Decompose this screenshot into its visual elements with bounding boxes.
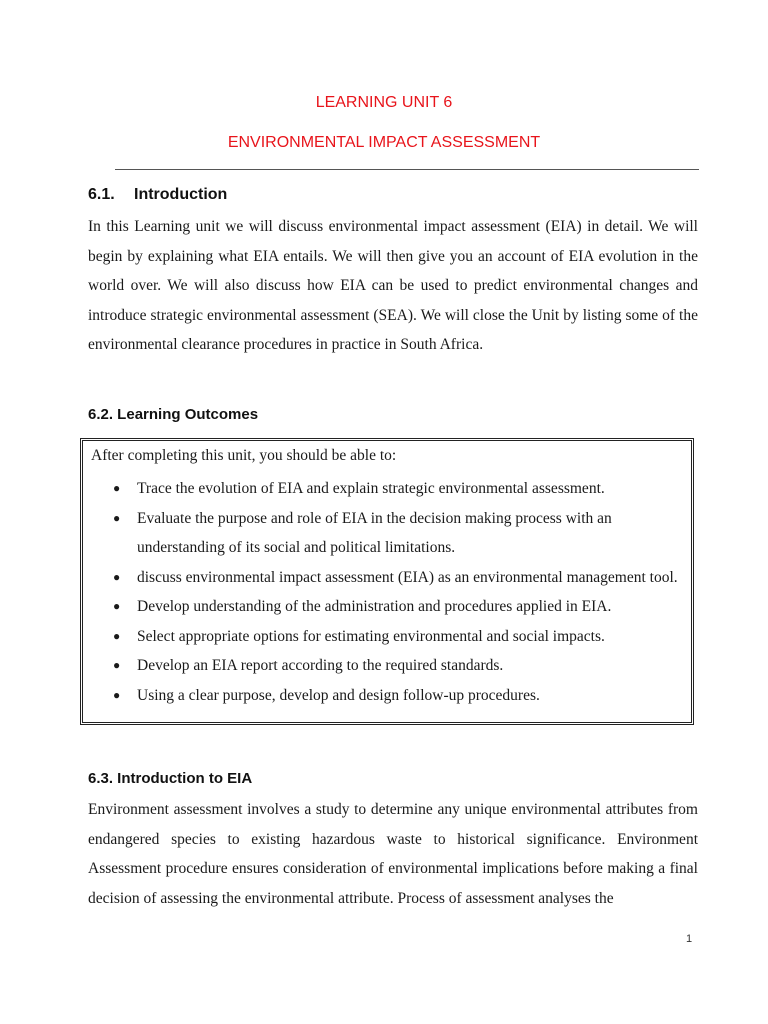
list-item: ● Select appropriate options for estimating environmental and social impacts.	[113, 622, 693, 652]
section-number: 6.1.	[88, 186, 115, 203]
bullet-icon: ●	[113, 628, 121, 643]
title-divider	[115, 169, 699, 170]
unit-title: ENVIRONMENTAL IMPACT ASSESSMENT	[227, 134, 541, 151]
list-item: ● Evaluate the purpose and role of EIA in the decision making process with an understanding of its social and political limitations.	[113, 504, 693, 563]
introduction-paragraph: In this Learning unit we will discuss environmental impact assessment (EIA) in detail. We will begin by explaining what EIA entails. We will then give you an account of EIA evolution in the world over. We will also discuss how EIA can be used to predict environmental changes and introduce strategic environmental assessment (SEA). We will close the Unit by listing some of the environmental clearance procedures in practice in South Africa.	[88, 218, 698, 353]
list-item: ● discuss environmental impact assessment (EIA) as an environmental management tool.	[113, 563, 693, 593]
list-item: ● Develop understanding of the administration and procedures applied in EIA.	[113, 592, 693, 622]
list-item: ● Trace the evolution of EIA and explain strategic environmental assessment.	[113, 474, 693, 504]
list-item: ● Develop an EIA report according to the required standards.	[113, 651, 693, 681]
section-heading-intro-to-eia: 6.3. Introduction to EIA	[88, 770, 253, 787]
bullet-icon: ●	[113, 599, 121, 613]
learning-outcomes-box	[80, 438, 694, 725]
bullet-icon: ●	[113, 687, 121, 702]
bullet-icon: ●	[113, 510, 121, 525]
intro-to-eia-paragraph: Environment assessment involves a study to determine any unique environmental attributes from endangered species to existing hazardous waste to historical significance. Environment Assessment procedure ensures consideration of environmental implications before making a final decision of assessing the environmental attribute. Process of assessment analyses the	[88, 801, 698, 907]
outcomes-lead-text: After completing this unit, you should be able to:	[91, 447, 397, 464]
unit-label: LEARNING UNIT 6	[315, 94, 453, 111]
list-item: ● Using a clear purpose, develop and design follow-up procedures.	[113, 681, 693, 711]
bullet-icon: ●	[113, 569, 121, 584]
section-heading-introduction	[88, 185, 227, 205]
bullet-icon: ●	[113, 481, 121, 495]
page-number: 1	[686, 933, 693, 945]
section-title: Introduction	[134, 186, 228, 203]
outcomes-list	[113, 474, 693, 710]
bullet-icon: ●	[113, 658, 121, 672]
section-heading-learning-outcomes: 6.2. Learning Outcomes	[88, 406, 259, 423]
